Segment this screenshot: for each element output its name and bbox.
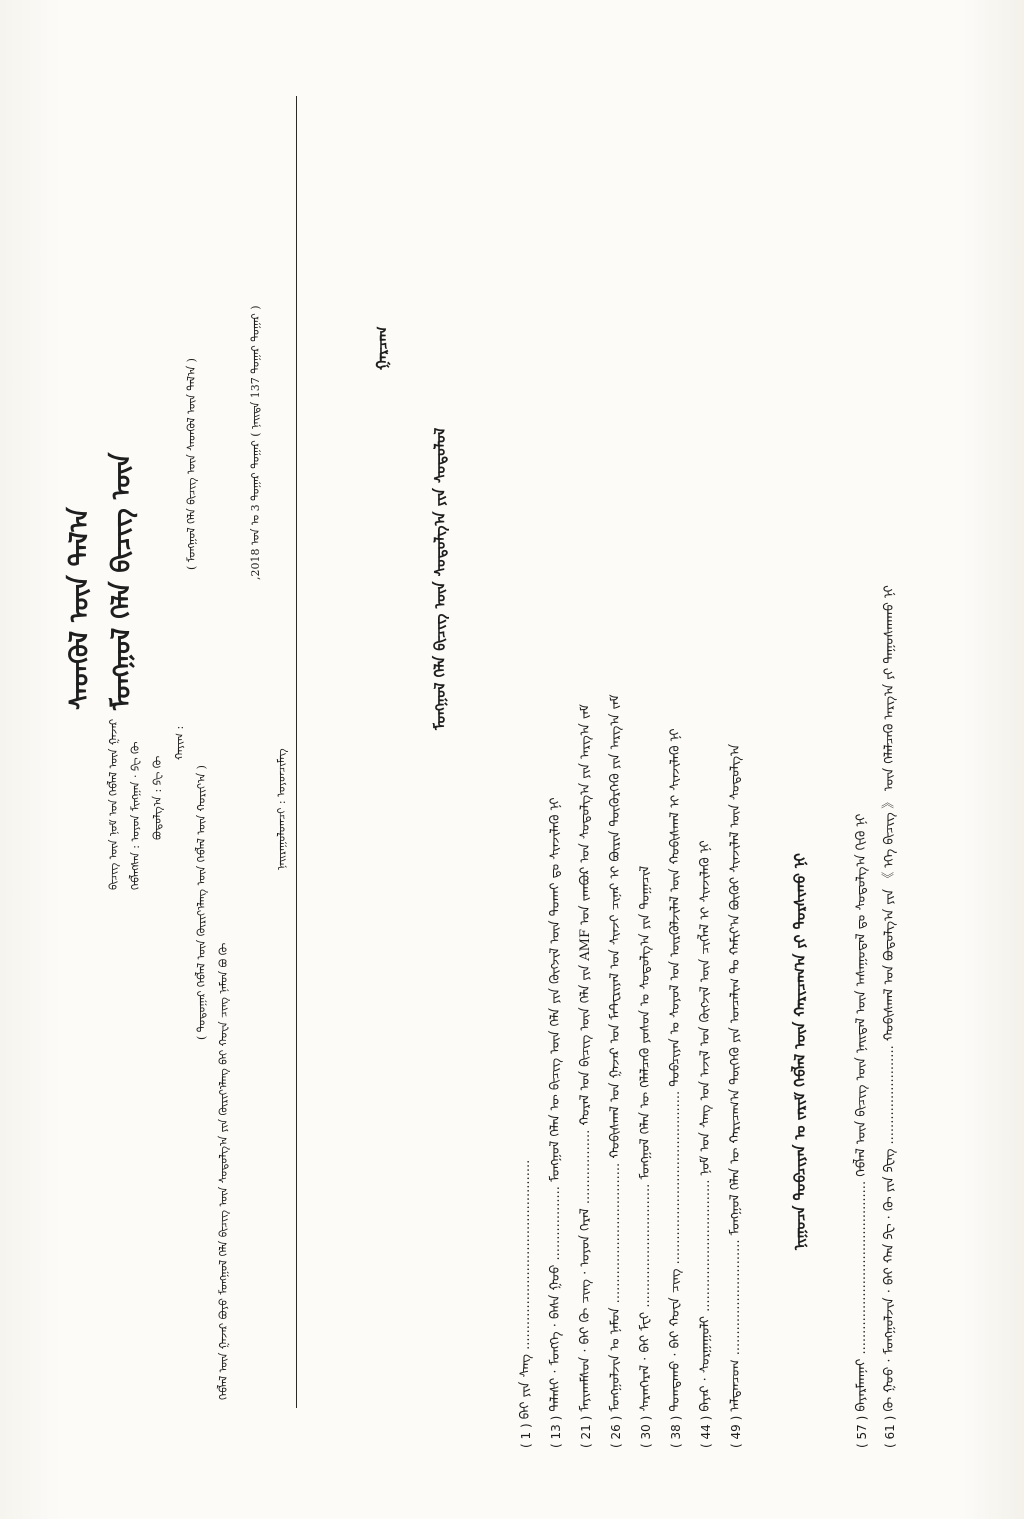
toc-leader-dots: ............................ — [728, 1239, 743, 1356]
toc-entry-title: ᠬᠤᠷᠠᠯ ᠤᠨ ᠪᠢᠴᠢᠭ ᠦᠨ ᠬᠡᠯᠡ ᠶᠢᠨ AMF ᠤᠨ ᠵᠠᠭᠪᠤᠷ ᠤᠨ ᠰᠤᠳᠤᠯᠭ᠎ᠠ ᠶᠢᠨ ᠠᠷᠭ᠎ᠠ ᠵᠠᠮ — [578, 704, 593, 1126]
toc-entry-page: ( 44 ) — [699, 1415, 713, 1448]
toc-entry — [880, 98, 900, 1448]
toc-entry — [576, 98, 596, 1448]
toc-entry-title: ᠬᠣᠪᠢᠰᠬᠠᠯ ᠤᠨ ᠪᠣᠳᠣᠯᠭ᠎ᠠ ᠶᠢᠨ 《 ᠡᠬᠡ ᠪᠢᠴᠢᠭ 》 ᠦᠨ ᠬᠡᠯᠡᠯᠴᠡᠬᠦ ᠠᠷᠭ᠎ᠠ ᠶᠢ ᠳᠠᠭᠤᠰᠬᠠᠬᠤ ᠨᠢ — [882, 585, 897, 1042]
toc-entry-page: ( 38 ) — [669, 1415, 683, 1448]
toc-entry-author: ᠪᠠᠶᠠᠷᠮᠠᠭᠨᠠᠢ — [854, 1358, 869, 1412]
imprint-line: ᠪᠢᠴᠢᠭ ᠦᠨ ᠨᠣᠮ ᠤᠨ ᠬᠡᠪᠯᠡᠯ ᠦᠨ ᠭᠠᠵᠠᠷ — [107, 718, 120, 890]
issue-date-line: ,2018 ᠣᠨ ᠤ 3 ᠳᠤᠭᠠᠷ ᠳᠤᠭᠠᠷ ( ᠨᠡᠢᠲᠡ 137 ᠳᠤᠭᠠᠷ ᠳᠤᠭᠠᠷ ) — [249, 305, 262, 580]
toc-entry-page: ( 26 ) — [609, 1415, 623, 1448]
toc-entry-page: ( 13 ) — [549, 1415, 563, 1448]
toc-leader-dots: .................................. — [608, 1162, 623, 1304]
toc-leader-dots: .................. — [578, 1129, 593, 1205]
toc-leader-dots: ................................ — [698, 1179, 713, 1312]
toc-leader-dots: .......................................... — [854, 1180, 869, 1355]
toc-entry-title: ᠨᠣᠮ ᠤᠨ ᠰᠠᠩ ᠤᠨ ᠠᠵᠢᠯ ᠤᠨ ᠬᠥᠭᠵᠢᠯ ᠦᠨ ᠴᠢᠭᠯᠡᠯ ᠢ ᠰᠢᠨᠵᠢᠯᠡᠬᠦ ᠨᠢ — [698, 840, 713, 1176]
imprint-editor: ᠨᠠᠢᠷᠠᠭᠤᠯᠤᠭᠴᠢ : ᠣᠶᠤᠨᠴᠢᠮᠡᠭ — [275, 748, 288, 870]
toc-entry — [636, 98, 656, 1448]
toc-entry-author: ᠠᠯᠲᠠᠨᠴᠤᠭ — [728, 1359, 743, 1412]
toc-entry-author: ᠰᠠᠷᠠᠨᠭᠡᠷᠡᠯ · ᠪᠠᠢ ᠮᠧᠢ — [638, 1311, 653, 1412]
separator-rule — [296, 96, 297, 1408]
imprint-line: ᠬᠡᠪᠯᠡᠭᠰᠡᠨ : ᠣᠶᠤᠨ ᠮᠢᠩᠭᠠᠨ · ᠫᠧ ᠬᠦ — [129, 741, 142, 890]
toc-entry — [606, 98, 626, 1448]
toc-entry-title: ᠬᠡᠪᠯᠡᠯ ᠦᠨ ᠪᠢᠴᠢᠭ ᠦᠨ ᠨᠡᠢᠳᠡᠯ ᠦᠨ ᠠᠰᠠᠭᠤᠳᠠᠯ ᠳᠤ ᠰᠤᠳᠤᠯᠭ᠎ᠠ ᠬᠢᠬᠦ ᠨᠢ — [854, 813, 869, 1177]
imprint-line: ᠪᠤᠳᠤᠯᠭ᠎ᠠ : ᠫᠧ ᠬᠦ — [151, 755, 164, 840]
toc-entry-page: ( 21 ) — [579, 1415, 593, 1448]
section-subheading: ᠭᠠᠷᠴᠠᠭ — [373, 326, 391, 370]
toc-entry-title: ᠲᠣᠪᠴᠢᠶᠠᠨ ᠤ ᠰᠣᠶᠣᠯ ᠤᠨ ᠦᠷᠭᠦᠯᠵᠢᠯᠡᠯ ᠦᠨ ᠬᠤᠪᠢᠰᠬᠠᠯ ᠢ ᠰᠢᠨᠵᠢᠯᠡᠬᠦ ᠨᠢ — [668, 728, 683, 1087]
masthead-line: ᠰᠡᠳᠬᠦᠯ ᠦᠨ ᠲᠠᠯ᠎ᠠ — [65, 507, 95, 710]
masthead-line: ᠮᠣᠩᠭᠣᠯ ᠬᠡᠯᠡ ᠪᠢᠴᠢᠭ ᠦᠨ — [107, 452, 137, 710]
toc-entry — [516, 98, 536, 1448]
toc-entry-page: ( 1 ) — [519, 1423, 533, 1448]
toc-entry-author: ᠪᠠᠢ ᠶᠢᠨ ᠰᠠᠩ — [518, 1354, 533, 1420]
toc-entry-author: ᠪᠠᠶᠠᠷ · ᠰᠤᠷᠭᠠᠭᠤᠯᠢ — [698, 1315, 713, 1412]
toc-entry-title: ᠮᠣᠩᠭᠣᠯ ᠬᠡᠯᠡᠨ ᠦ ᠪᠢᠴᠢᠭ ᠦᠨ ᠬᠡᠯᠡ ᠶᠢᠨ ᠬᠥᠭᠵᠢᠯ ᠦᠨ ᠲᠤᠬᠠᠢ ᠳᠤ ᠰᠢᠨᠵᠢᠯᠡᠬᠦ ᠨᠢ — [548, 797, 563, 1182]
toc-entry-page: ( 49 ) — [729, 1415, 743, 1448]
toc-entry-author: ᠮᠣᠩᠭᠣᠯᠵᠢᠨ ᠤ ᠨᠠᠮᠤᠨ — [608, 1307, 623, 1412]
toc-entry-author: ᠲᠣᠭᠲᠠᠬᠤ · ᠪᠠᠢ ᠬᠤᠸᠠ ᠴᠢᠩ — [668, 1268, 683, 1412]
toc-entry-title: ᠮᠣᠩᠭᠣᠯ ᠬᠡᠯᠡᠨ ᠦ ᠬᠠᠷᠢᠴᠠᠭ᠎ᠠ ᠲᠥᠭᠡᠬᠦ ᠶᠢᠨ ᠣᠨᠴᠠᠯᠢᠭ ᠲᠤ ᠬᠠᠮᠢᠶ᠎ᠠ ᠪᠦᠬᠦᠢ ᠰᠢᠨᠵᠢᠯᠡᠯ ᠦᠨ ᠰᠤᠳᠤᠯᠭ᠎ᠠ — [728, 743, 743, 1236]
imprint-line: ( ᠳᠤᠳᠤᠭᠠᠷ ᠬᠡᠪᠯᠡᠯ ᠦᠨ ᠬᠦᠷᠢᠶ᠎ᠡᠯᠡᠩ ᠦᠨ ᠬᠡᠪᠯᠡᠯ ᠦᠨ ᠬᠤᠷᠢᠶ᠎ᠠ ) — [195, 765, 208, 1040]
imprint-line: ᠬᠠᠶᠢᠭ : — [173, 725, 186, 760]
toc-entry-author: ᠬᠦ ᠭᠤᠤ · ᠮᠣᠩᠭᠣᠯᠵᠢᠨ · ᠪᠠᠢ ᠬᠠᠨ ᠫᠧ · ᠬᠦ ᠶᠢᠨ ᠫᠧᠩ — [882, 1148, 897, 1412]
imprint-line: ᠬᠡᠪᠯᠡᠯ ᠦᠨ ᠭᠠᠵᠠᠷ ᠪᠤᠶᠤ ᠮᠣᠩᠭᠣᠯ ᠬᠡᠯᠡ ᠪᠢᠴᠢᠭ ᠦᠨ ᠰᠤᠳᠤᠯᠭ᠎ᠠ ᠶᠢᠨ ᠬᠦᠷᠢᠶ᠎ᠡᠯᠡᠩ ᠪᠠᠢ ᠬᠤᠸᠠ ᠴᠢᠩ ᠨᠠᠮᠤᠨ ᠪᠤ ᠬᠦ — [217, 942, 230, 1400]
toc-entry — [726, 98, 746, 1448]
toc-leader-dots: .................. — [548, 1186, 563, 1261]
toc-entry — [546, 98, 566, 1448]
section-heading: ᠮᠣᠩᠭᠣᠯ ᠬᠡᠯᠡ ᠪᠢᠴᠢᠭ ᠦᠨ ᠰᠤᠳᠤᠯᠭ᠎ᠠ ᠶᠢᠨ ᠰᠤᠳᠤᠯᠤᠯ — [431, 427, 449, 730]
toc-leader-dots: ........................ — [882, 1045, 897, 1145]
toc-entry-page: ( 61 ) — [883, 1415, 897, 1448]
journal-name-line: ( ᠮᠣᠩᠭᠣᠯ ᠬᠡᠯᠡ ᠪᠢᠴᠢᠭ ᠦᠨ ᠰᠡᠳᠬᠦᠯ ᠦᠨ ᠲᠠᠯ᠎ᠠ ) — [185, 358, 198, 570]
toc-leader-dots: .............................. — [638, 1183, 653, 1308]
toc-entry-page: ( 30 ) — [639, 1415, 653, 1448]
toc-entry — [666, 98, 686, 1448]
toc-leader-dots: .......................................... — [668, 1090, 683, 1265]
toc-leader-dots: .............................................. — [518, 1159, 533, 1350]
toc-entry — [696, 98, 716, 1448]
toc-entry-title: ᠮᠣᠩᠭᠣᠯ ᠬᠡᠯᠡᠨ ᠦ ᠬᠡᠯᠡᠯᠴᠡᠬᠦ ᠶᠣᠰᠣᠨ ᠤ ᠰᠤᠳᠤᠯᠭ᠎ᠠ ᠶᠢᠨ ᠲᠣᠭᠠᠴᠢᠯ — [638, 865, 653, 1180]
toc-entry-page: ( 57 ) — [855, 1415, 869, 1448]
toc-entry-author: ᠲᠠᠯᠠᠰᠢ · ᠮᠤᠩᠬᠡ · ᠪᠠᠰᠠ ᠭᠣᠣ — [548, 1264, 563, 1412]
toc-entry-title: ᠬᠣᠪᠢᠰᠬᠠᠯ ᠤᠨ ᠭᠠᠵᠠᠷ ᠤᠨ ᠮᠠᠲ᠋ᠧᠷᠢᠶᠠᠯ ᠤᠨ ᠰᠢᠨᠵᠢ ᠴᠢᠨᠠᠷ ᠢ ᠪᠦᠷᠢᠨ ᠳᠦᠭᠦᠷᠭᠡᠬᠦ ᠶᠢᠨ ᠠᠷᠭ᠎ᠠ ᠵᠠᠮ — [608, 694, 623, 1159]
toc-section-title: ᠨᠢᠭᠤᠴᠠ ᠲᠣᠪᠴᠢᠶᠠᠨ ᠤ ᠵᠠᠷᠢᠮ ᠬᠡᠪᠯᠡᠯ ᠦᠨ ᠬᠠᠷᠢᠴᠠᠭ᠎ᠠ ᠶᠢ ᠲᠤᠷᠰᠢᠬᠤ ᠨᠢ — [791, 853, 809, 1250]
toc-entry — [852, 98, 872, 1448]
toc-entry-author: ᠮᠠᠶᠢᠬᠠᠮᠰᠤᠨ · ᠪᠠᠢ ᠬᠦ ᠴᠢᠩ · ᠣᠶᠤᠨ ᠭᠡᠷᠡᠯ — [578, 1208, 593, 1412]
